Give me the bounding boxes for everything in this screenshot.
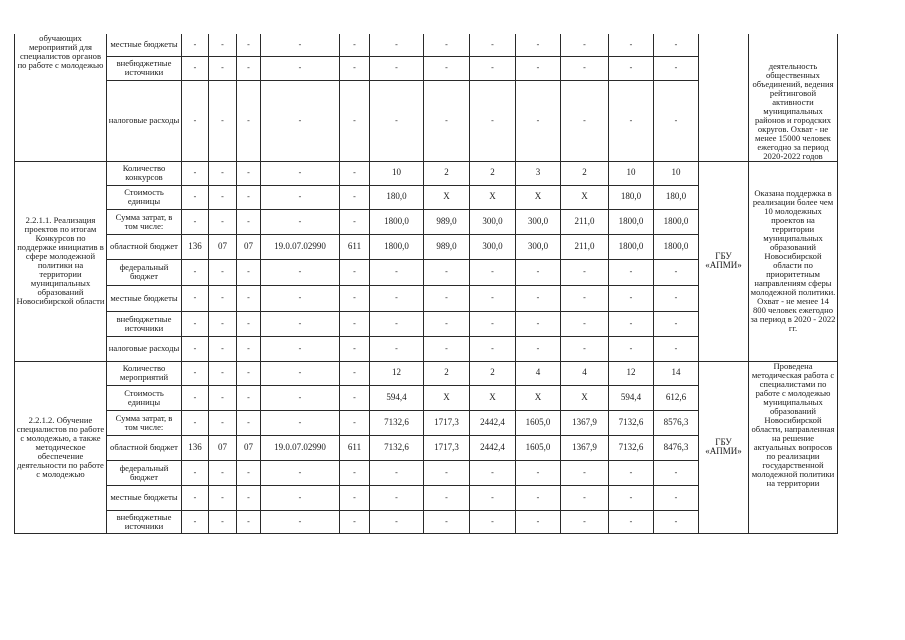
kbk-cell: -: [237, 485, 261, 510]
value-cell: -: [470, 311, 516, 336]
value-cell: -: [424, 336, 470, 361]
value-cell: -: [654, 56, 699, 80]
kbk-cell: -: [340, 209, 370, 234]
kbk-cell: -: [182, 385, 209, 410]
value-cell: -: [561, 485, 609, 510]
kbk-cell: -: [340, 361, 370, 385]
value-cell: X: [516, 185, 561, 209]
row-label: налоговые расходы: [107, 336, 182, 361]
kbk-cell: -: [261, 34, 340, 56]
value-cell: -: [654, 460, 699, 485]
kbk-cell: -: [209, 259, 237, 285]
value-cell: -: [609, 56, 654, 80]
value-cell: -: [370, 510, 424, 533]
value-cell: 1800,0: [609, 234, 654, 259]
kbk-cell: -: [261, 385, 340, 410]
row-label: областной бюджет: [107, 234, 182, 259]
kbk-cell: 611: [340, 435, 370, 460]
value-cell: -: [516, 460, 561, 485]
value-cell: -: [470, 56, 516, 80]
value-cell: 180,0: [370, 185, 424, 209]
value-cell: -: [654, 485, 699, 510]
kbk-cell: -: [182, 259, 209, 285]
value-cell: -: [516, 336, 561, 361]
value-cell: 989,0: [424, 234, 470, 259]
value-cell: X: [516, 385, 561, 410]
program-table: [14, 34, 838, 534]
kbk-cell: -: [261, 410, 340, 435]
value-cell: -: [370, 460, 424, 485]
value-cell: 211,0: [561, 209, 609, 234]
table-row: [15, 161, 838, 185]
value-cell: -: [424, 56, 470, 80]
value-cell: X: [424, 385, 470, 410]
kbk-cell: 07: [237, 234, 261, 259]
kbk-cell: -: [237, 460, 261, 485]
kbk-cell: -: [340, 80, 370, 161]
kbk-cell: -: [182, 80, 209, 161]
kbk-cell: -: [261, 209, 340, 234]
value-cell: -: [370, 336, 424, 361]
kbk-cell: -: [237, 361, 261, 385]
value-cell: 1605,0: [516, 435, 561, 460]
kbk-cell: -: [209, 285, 237, 311]
value-cell: 1717,3: [424, 410, 470, 435]
value-cell: 7132,6: [609, 435, 654, 460]
value-cell: -: [470, 460, 516, 485]
value-cell: -: [370, 285, 424, 311]
kbk-cell: 07: [209, 435, 237, 460]
value-cell: -: [609, 285, 654, 311]
row-label: Стоимость единицы: [107, 385, 182, 410]
kbk-cell: -: [261, 361, 340, 385]
kbk-cell: -: [261, 259, 340, 285]
kbk-cell: -: [237, 510, 261, 533]
value-cell: 300,0: [516, 209, 561, 234]
value-cell: -: [516, 56, 561, 80]
value-cell: -: [561, 510, 609, 533]
value-cell: -: [516, 80, 561, 161]
value-cell: 10: [370, 161, 424, 185]
value-cell: -: [370, 80, 424, 161]
value-cell: X: [561, 385, 609, 410]
kbk-cell: -: [340, 259, 370, 285]
value-cell: -: [654, 336, 699, 361]
table-row: [15, 34, 838, 56]
executor-cell: ГБУ «АПМИ»: [699, 161, 749, 361]
value-cell: X: [470, 185, 516, 209]
kbk-cell: -: [261, 161, 340, 185]
value-cell: -: [609, 80, 654, 161]
value-cell: -: [470, 485, 516, 510]
value-cell: -: [470, 510, 516, 533]
kbk-cell: -: [261, 285, 340, 311]
row-label: местные бюджеты: [107, 34, 182, 56]
kbk-cell: -: [209, 34, 237, 56]
value-cell: -: [424, 510, 470, 533]
value-cell: -: [470, 336, 516, 361]
value-cell: 1367,9: [561, 435, 609, 460]
value-cell: 4: [561, 361, 609, 385]
value-cell: -: [654, 34, 699, 56]
value-cell: -: [654, 80, 699, 161]
kbk-cell: -: [182, 185, 209, 209]
kbk-cell: -: [340, 161, 370, 185]
value-cell: -: [370, 311, 424, 336]
kbk-cell: -: [182, 34, 209, 56]
kbk-cell: -: [237, 34, 261, 56]
value-cell: 594,4: [370, 385, 424, 410]
row-label: местные бюджеты: [107, 485, 182, 510]
kbk-cell: -: [237, 161, 261, 185]
result-cell: деятельность общественных объединений, ведения рейтинговой активности муниципальных районов и городских округов. Охват - не менее 15000 человек ежегодно за период 2020-2022 годов: [749, 34, 838, 161]
kbk-cell: -: [261, 336, 340, 361]
kbk-cell: 136: [182, 234, 209, 259]
value-cell: -: [609, 34, 654, 56]
value-cell: X: [561, 185, 609, 209]
value-cell: -: [609, 485, 654, 510]
value-cell: 10: [654, 161, 699, 185]
kbk-cell: -: [182, 311, 209, 336]
row-label: федеральный бюджет: [107, 460, 182, 485]
value-cell: -: [424, 80, 470, 161]
row-label: внебюджетные источники: [107, 56, 182, 80]
kbk-cell: -: [340, 311, 370, 336]
kbk-cell: -: [261, 510, 340, 533]
value-cell: -: [654, 311, 699, 336]
kbk-cell: -: [209, 185, 237, 209]
kbk-cell: -: [261, 185, 340, 209]
kbk-cell: -: [237, 311, 261, 336]
row-label: Количество конкурсов: [107, 161, 182, 185]
value-cell: -: [470, 34, 516, 56]
kbk-cell: -: [261, 460, 340, 485]
value-cell: 989,0: [424, 209, 470, 234]
value-cell: 2: [470, 361, 516, 385]
activity-name: 2.2.1.2. Обучение специалистов по работе с молодежью, а также методическое обеспечение деятельности по работе с молодежью: [15, 361, 107, 533]
value-cell: -: [470, 259, 516, 285]
table-body: [15, 34, 838, 533]
value-cell: -: [516, 259, 561, 285]
value-cell: 2: [470, 161, 516, 185]
value-cell: -: [516, 485, 561, 510]
kbk-cell: -: [209, 485, 237, 510]
kbk-cell: -: [182, 410, 209, 435]
value-cell: -: [561, 34, 609, 56]
value-cell: 14: [654, 361, 699, 385]
value-cell: 10: [609, 161, 654, 185]
value-cell: -: [561, 460, 609, 485]
kbk-cell: -: [182, 510, 209, 533]
value-cell: -: [561, 259, 609, 285]
kbk-cell: -: [261, 485, 340, 510]
activity-name: 2.2.1.1. Реализация проектов по итогам Конкурсов по поддержке инициатив в сфере молодежной политики на территории муниципальных образований Новосибирской области: [15, 161, 107, 361]
value-cell: -: [609, 336, 654, 361]
value-cell: 1800,0: [609, 209, 654, 234]
row-label: Количество мероприятий: [107, 361, 182, 385]
value-cell: -: [424, 34, 470, 56]
value-cell: 1800,0: [654, 209, 699, 234]
kbk-cell: -: [209, 410, 237, 435]
value-cell: 4: [516, 361, 561, 385]
value-cell: 8476,3: [654, 435, 699, 460]
kbk-cell: -: [340, 56, 370, 80]
value-cell: 7132,6: [370, 435, 424, 460]
kbk-cell: -: [340, 460, 370, 485]
row-label: местные бюджеты: [107, 285, 182, 311]
kbk-cell: -: [209, 209, 237, 234]
kbk-cell: -: [340, 485, 370, 510]
value-cell: -: [516, 34, 561, 56]
value-cell: 594,4: [609, 385, 654, 410]
kbk-cell: 19.0.07.02990: [261, 234, 340, 259]
value-cell: -: [370, 259, 424, 285]
kbk-cell: -: [340, 285, 370, 311]
value-cell: 7132,6: [609, 410, 654, 435]
kbk-cell: -: [182, 460, 209, 485]
kbk-cell: -: [182, 485, 209, 510]
value-cell: X: [470, 385, 516, 410]
value-cell: -: [561, 285, 609, 311]
kbk-cell: -: [182, 161, 209, 185]
value-cell: -: [470, 285, 516, 311]
kbk-cell: -: [182, 209, 209, 234]
result-cell: Проведена методическая работа с специалистами по работе с молодежью муниципальных образований Новосибирской области, направленная на решение актуальных вопросов по реализации государственной молодежной политики на территории: [749, 361, 838, 533]
value-cell: 1367,9: [561, 410, 609, 435]
kbk-cell: -: [237, 259, 261, 285]
value-cell: 1800,0: [370, 234, 424, 259]
value-cell: -: [561, 336, 609, 361]
kbk-cell: -: [209, 161, 237, 185]
kbk-cell: -: [209, 385, 237, 410]
value-cell: 2442,4: [470, 435, 516, 460]
value-cell: -: [609, 311, 654, 336]
value-cell: 1800,0: [654, 234, 699, 259]
row-label: федеральный бюджет: [107, 259, 182, 285]
kbk-cell: -: [182, 56, 209, 80]
value-cell: 7132,6: [370, 410, 424, 435]
kbk-cell: -: [237, 285, 261, 311]
value-cell: 8576,3: [654, 410, 699, 435]
kbk-cell: -: [261, 311, 340, 336]
kbk-cell: -: [340, 34, 370, 56]
kbk-cell: 136: [182, 435, 209, 460]
value-cell: 1605,0: [516, 410, 561, 435]
kbk-cell: -: [340, 510, 370, 533]
kbk-cell: -: [209, 311, 237, 336]
kbk-cell: -: [237, 56, 261, 80]
value-cell: 211,0: [561, 234, 609, 259]
value-cell: 300,0: [470, 209, 516, 234]
kbk-cell: 19.0.07.02990: [261, 435, 340, 460]
value-cell: -: [424, 485, 470, 510]
value-cell: -: [516, 285, 561, 311]
row-label: налоговые расходы: [107, 80, 182, 161]
value-cell: 2: [561, 161, 609, 185]
value-cell: -: [561, 56, 609, 80]
row-label: Сумма затрат, в том числе:: [107, 410, 182, 435]
kbk-cell: 07: [209, 234, 237, 259]
kbk-cell: 07: [237, 435, 261, 460]
kbk-cell: -: [340, 385, 370, 410]
value-cell: 612,6: [654, 385, 699, 410]
value-cell: 1717,3: [424, 435, 470, 460]
kbk-cell: -: [237, 185, 261, 209]
value-cell: -: [424, 460, 470, 485]
kbk-cell: -: [209, 56, 237, 80]
value-cell: 3: [516, 161, 561, 185]
value-cell: -: [370, 56, 424, 80]
value-cell: -: [561, 80, 609, 161]
kbk-cell: -: [340, 185, 370, 209]
value-cell: -: [370, 34, 424, 56]
kbk-cell: -: [237, 385, 261, 410]
value-cell: 300,0: [470, 234, 516, 259]
value-cell: 12: [609, 361, 654, 385]
value-cell: -: [654, 285, 699, 311]
value-cell: -: [424, 311, 470, 336]
value-cell: 300,0: [516, 234, 561, 259]
row-label: Сумма затрат, в том числе:: [107, 209, 182, 234]
result-cell: Оказана поддержка в реализации более чем 10 молодежных проектов на территории муниципальных образований Новосибирской области по приоритетным направлениям сферы молодежной политики. Охват - не менее 14 800 человек ежегодно за период в 2020 - 2022 гг.: [749, 161, 838, 361]
value-cell: -: [424, 285, 470, 311]
value-cell: -: [516, 510, 561, 533]
kbk-cell: -: [237, 209, 261, 234]
row-label: областной бюджет: [107, 435, 182, 460]
row-label: Стоимость единицы: [107, 185, 182, 209]
kbk-cell: -: [209, 510, 237, 533]
row-label: внебюджетные источники: [107, 510, 182, 533]
value-cell: -: [516, 311, 561, 336]
value-cell: -: [370, 485, 424, 510]
kbk-cell: -: [261, 56, 340, 80]
value-cell: 12: [370, 361, 424, 385]
kbk-cell: 611: [340, 234, 370, 259]
value-cell: 2442,4: [470, 410, 516, 435]
value-cell: -: [654, 510, 699, 533]
kbk-cell: -: [209, 80, 237, 161]
kbk-cell: -: [209, 361, 237, 385]
kbk-cell: -: [340, 336, 370, 361]
kbk-cell: -: [182, 361, 209, 385]
value-cell: -: [561, 311, 609, 336]
kbk-cell: -: [209, 336, 237, 361]
value-cell: 180,0: [654, 185, 699, 209]
value-cell: 1800,0: [370, 209, 424, 234]
executor-cell: [699, 34, 749, 161]
kbk-cell: -: [237, 410, 261, 435]
value-cell: -: [609, 460, 654, 485]
value-cell: 180,0: [609, 185, 654, 209]
value-cell: -: [424, 259, 470, 285]
executor-cell: ГБУ «АПМИ»: [699, 361, 749, 533]
kbk-cell: -: [340, 410, 370, 435]
kbk-cell: -: [182, 285, 209, 311]
value-cell: 2: [424, 161, 470, 185]
value-cell: X: [424, 185, 470, 209]
kbk-cell: -: [237, 80, 261, 161]
value-cell: -: [470, 80, 516, 161]
row-label: внебюджетные источники: [107, 311, 182, 336]
value-cell: -: [609, 510, 654, 533]
kbk-cell: -: [261, 80, 340, 161]
kbk-cell: -: [182, 336, 209, 361]
table-row: [15, 361, 838, 385]
value-cell: 2: [424, 361, 470, 385]
activity-name: обучающих мероприятий для специалистов органов по работе с молодежью: [15, 34, 107, 161]
kbk-cell: -: [209, 460, 237, 485]
value-cell: -: [609, 259, 654, 285]
value-cell: -: [654, 259, 699, 285]
kbk-cell: -: [237, 336, 261, 361]
